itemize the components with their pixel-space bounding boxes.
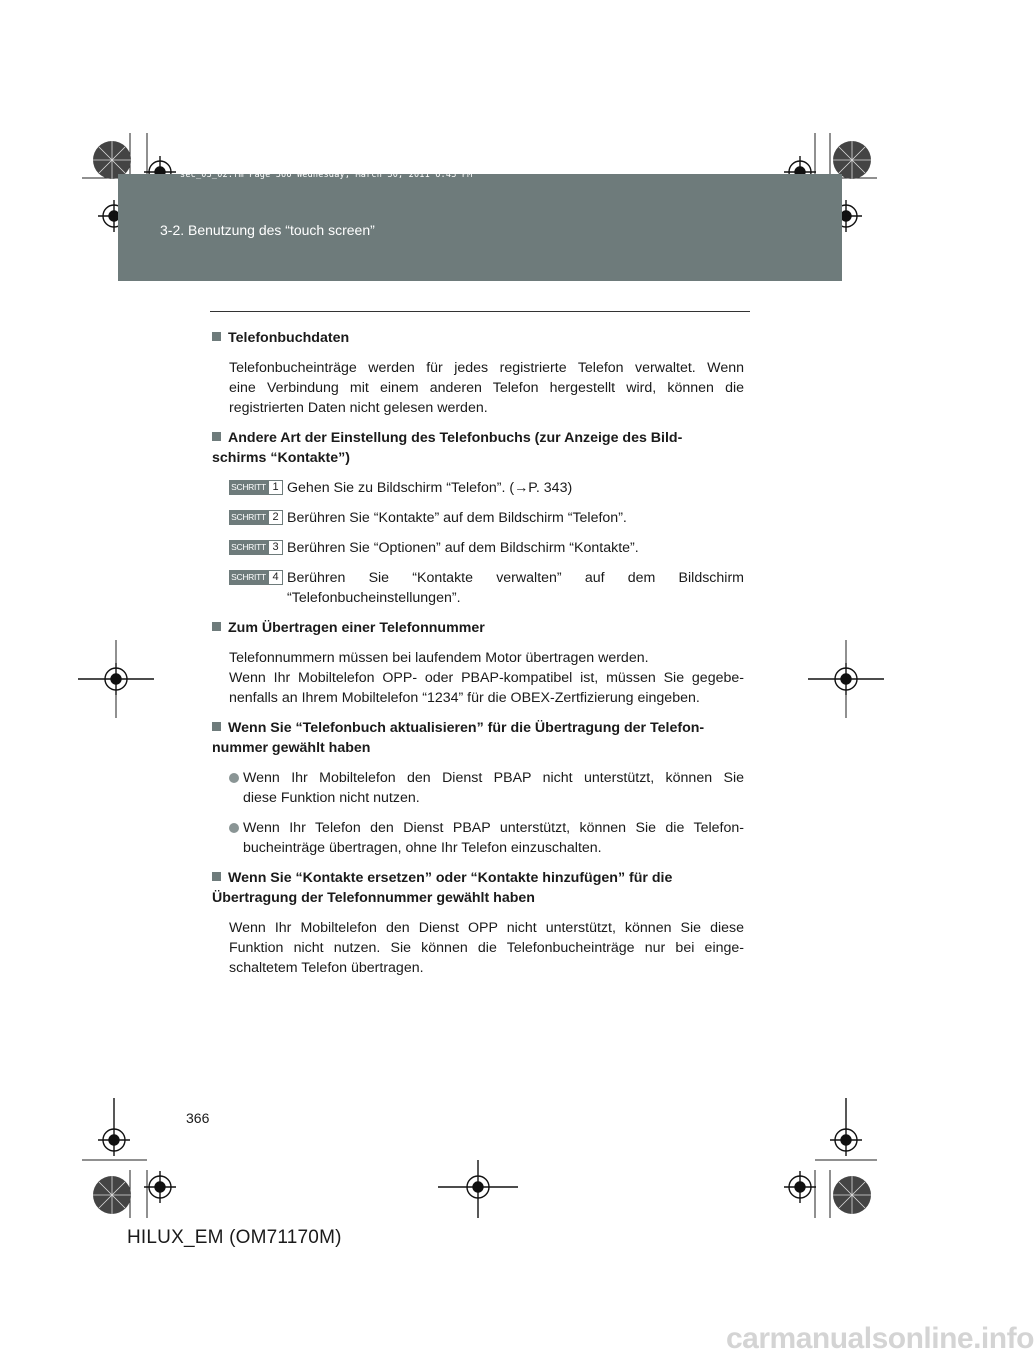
step-text: Gehen Sie zu Bildschirm “Telefon”. (→P. 343) [287, 480, 573, 496]
round-bullet-icon [229, 823, 239, 833]
step-label: SCHRITT [229, 540, 268, 555]
step-text: Berühren Sie “Kontakte” auf dem Bildschirm “Telefon”. [287, 510, 627, 526]
step-badge [229, 480, 283, 495]
step-label: SCHRITT [229, 570, 268, 585]
text-line: “Telefonbucheinstellungen”. [287, 590, 461, 606]
step-number: 2 [268, 510, 283, 525]
square-bullet-icon [212, 722, 221, 731]
file-stamp: sec_03_02.fm Page 366 Wednesday, March 30, 2011 6:43 PM [180, 170, 473, 180]
text-line: eine Verbindung mit einem anderen Telefon hergestellt wird, können die [229, 380, 744, 396]
heading-text: Andere Art der Einstellung des Telefonbuchs (zur Anzeige des Bild- [228, 430, 683, 446]
text-line: registrierten Daten nicht gelesen werden. [229, 400, 488, 416]
heading-telefonbuchdaten [212, 328, 744, 348]
step-label: SCHRITT [229, 510, 268, 525]
text-line: nenfalls an Ihrem Mobiltelefon “1234” für die OBEX-Zertfizierung eingeben. [229, 690, 700, 706]
heading-andere-art [212, 428, 744, 468]
step-1 [212, 478, 744, 498]
step-badge [229, 570, 283, 585]
text-line: Telefonnummern müssen bei laufendem Motor übertragen werden. [229, 650, 649, 666]
text-line: diese Funktion nicht nutzen. [243, 790, 420, 806]
heading-text: Übertragung der Telefonnummer gewählt haben [212, 890, 535, 906]
text-line: schaltetem Telefon übertragen. [229, 960, 424, 976]
heading-uebertragen [212, 618, 744, 638]
heading-kontakte-ersetzen [212, 868, 744, 908]
heading-text: Wenn Sie “Telefonbuch aktualisieren” für die Übertragung der Telefon- [228, 720, 705, 736]
heading-text: Wenn Sie “Kontakte ersetzen” oder “Kontakte hinzufügen” für die [228, 870, 673, 886]
step-4 [212, 568, 744, 608]
text-line: bucheinträge übertragen, ohne Ihr Telefon einzuschalten. [243, 840, 602, 856]
paragraph [212, 358, 744, 418]
bullet-item [212, 818, 744, 858]
top-rule [210, 311, 750, 312]
heading-text: Zum Übertragen einer Telefonnummer [228, 620, 485, 636]
step-badge [229, 540, 283, 555]
text-line: Wenn Ihr Telefon den Dienst PBAP unterstützt, können Sie die Telefon- [243, 820, 744, 836]
text-line: Funktion nicht nutzen. Sie können die Telefonbucheinträge nur bei einge- [229, 940, 744, 956]
text-line: Wenn Ihr Mobiltelefon den Dienst OPP nicht unterstützt, können Sie diese [229, 920, 744, 936]
heading-text: nummer gewählt haben [212, 740, 371, 756]
text-line: Berühren Sie “Kontakte verwalten” auf dem Bildschirm [287, 570, 744, 586]
paragraph [212, 918, 744, 978]
step-3 [212, 538, 744, 558]
site-watermark: carmanualsonline.info [726, 1322, 1034, 1355]
section-title: 3-2. Benutzung des “touch screen” [160, 222, 375, 238]
square-bullet-icon [212, 332, 221, 341]
heading-text: Telefonbuchdaten [228, 330, 350, 346]
page-number: 366 [186, 1110, 210, 1126]
step-badge [229, 510, 283, 525]
text-line: Telefonbucheinträge werden für jedes registrierte Telefon verwaltet. Wenn [229, 360, 744, 376]
text-line: Wenn Ihr Mobiltelefon OPP- oder PBAP-kompatibel ist, müssen Sie gegebe- [229, 670, 744, 686]
square-bullet-icon [212, 432, 221, 441]
paragraph [212, 648, 744, 708]
square-bullet-icon [212, 872, 221, 881]
square-bullet-icon [212, 622, 221, 631]
model-code: HILUX_EM (OM71170M) [127, 1227, 342, 1248]
step-2 [212, 508, 744, 528]
bullet-item [212, 768, 744, 808]
step-text: Berühren Sie “Optionen” auf dem Bildschirm “Kontakte”. [287, 540, 639, 556]
heading-telefonbuch-aktualisieren [212, 718, 744, 758]
step-number: 3 [268, 540, 283, 555]
page-content [212, 328, 744, 988]
step-number: 4 [268, 570, 283, 585]
bullet-text [243, 818, 744, 858]
round-bullet-icon [229, 773, 239, 783]
heading-text: schirms “Kontakte”) [212, 450, 350, 466]
step-text [287, 568, 744, 608]
bullet-text [243, 768, 744, 808]
text-line: Wenn Ihr Mobiltelefon den Dienst PBAP nicht unterstützt, können Sie [243, 770, 744, 786]
step-number: 1 [268, 480, 283, 495]
step-label: SCHRITT [229, 480, 268, 495]
